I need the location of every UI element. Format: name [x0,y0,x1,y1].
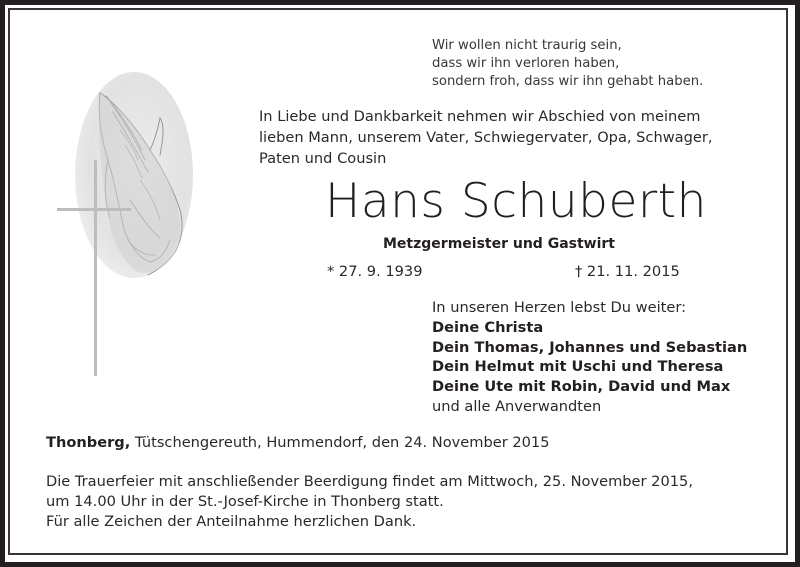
poem-line: sondern froh, dass wir ihn gehabt haben. [432,74,704,89]
cross-icon-vertical [94,160,97,376]
birth-date: * 27. 9. 1939 [327,263,423,280]
place-rest: Tütschengereuth, Hummendorf, den 24. November 2015 [130,434,550,451]
funeral-service-info [46,472,693,531]
survivors-intro: In unseren Herzen lebst Du weiter: [432,299,687,316]
deceased-profession: Metzgermeister und Gastwirt [383,236,615,252]
death-date: † 21. 11. 2015 [575,263,680,280]
survivors-list [432,298,747,417]
place-town: Thonberg, [46,434,131,451]
deceased-name: Hans Schuberth [325,174,707,229]
poem [432,37,703,91]
farewell-intro [259,106,712,169]
poem-line: Wir wollen nicht traurig sein, [432,38,622,53]
intro-line: lieben Mann, unserem Vater, Schwiegervater, Opa, Schwager, [259,129,713,146]
survivors-closing: und alle Anverwandten [432,397,602,415]
survivor-entry: Dein Helmut mit Uschi und Theresa [432,358,724,376]
survivor-entry: Dein Thomas, Johannes und Sebastian [432,338,748,356]
intro-line: Paten und Cousin [259,150,387,167]
survivor-entry: Deine Ute mit Robin, David und Max [432,378,731,396]
survivor-entry: Deine Christa [432,318,544,336]
service-line: um 14.00 Uhr in der St.-Josef-Kirche in Thonberg statt. [46,492,444,510]
service-line: Für alle Zeichen der Anteilnahme herzlichen Dank. [46,512,417,530]
poem-line: dass wir ihn verloren haben, [432,56,620,71]
cross-icon-horizontal [57,208,131,211]
service-line: Die Trauerfeier mit anschließender Beerdigung findet am Mittwoch, 25. November 2015, [46,473,693,490]
place-and-date [46,434,550,451]
intro-line: In Liebe und Dankbarkeit nehmen wir Abschied von meinem [259,108,701,125]
